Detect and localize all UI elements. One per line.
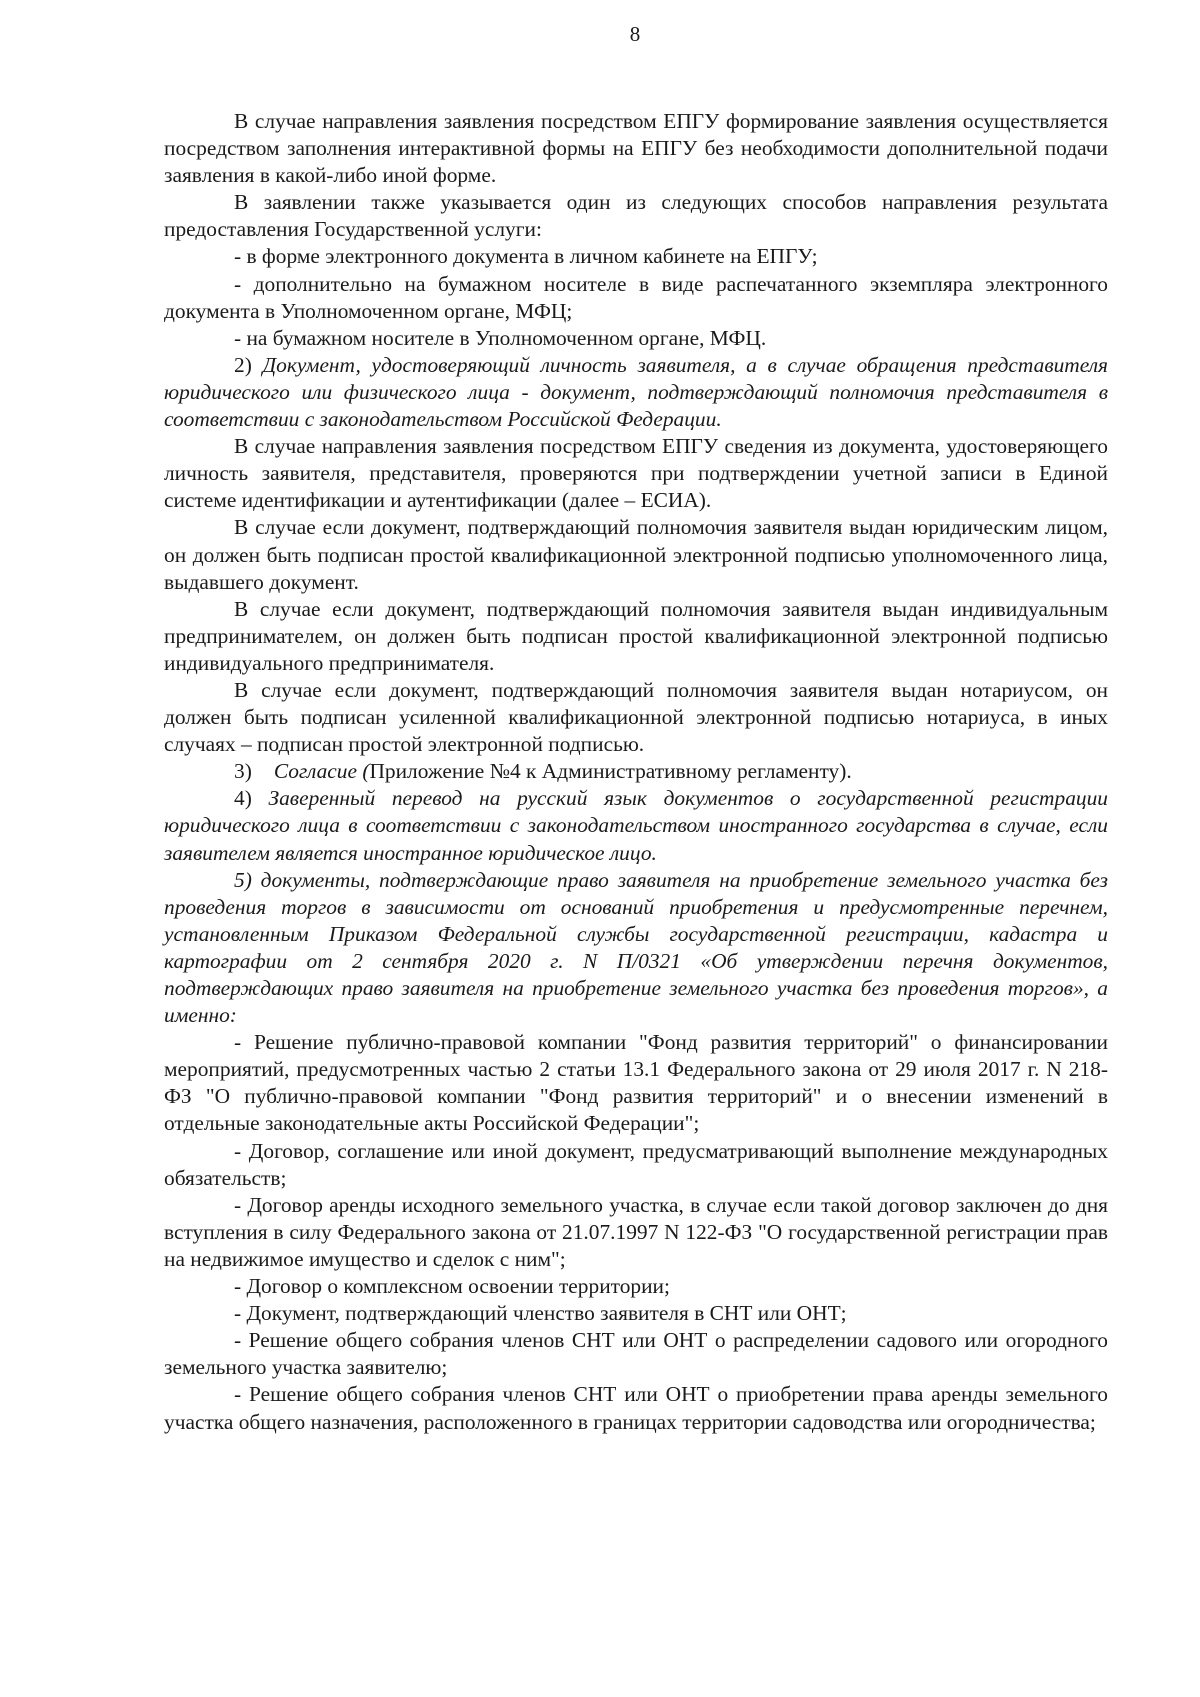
list-item-common-plot-lease: - Решение общего собрания членов СНТ или ОНТ о приобретении права аренды земельного участка общего назначения, расположенного в границах территории садоводства или огородничества; — [164, 1382, 1108, 1434]
list-item-lease-agreement: - Договор аренды исходного земельного участка, в случае если такой договор заключен до дня вступления в силу Федерального закона от 21.07.1997 N 122-ФЗ "О государственной регистрации прав на недвижимое имущество и сделок с ним"; — [164, 1192, 1108, 1271]
paragraph-result-methods: В заявлении также указывается один из следующих способов направления результата предоставления Государственной услуги: — [164, 190, 1108, 242]
list-item-paper-mfc: - на бумажном носителе в Уполномоченном органе, МФЦ. — [234, 325, 767, 350]
paragraph-legal-entity-signature: В случае если документ, подтверждающий полномочия заявителя выдан юридическим лицом, он должен быть подписан простой квалификационной электронной подписью уполномоченного лица, выдавшего документ. — [164, 515, 1108, 594]
list-item-paper-printout: - дополнительно на бумажном носителе в виде распечатанного экземпляра электронного документа в Уполномоченном органе, МФЦ; — [164, 271, 1108, 323]
item-4-text: Заверенный перевод на русский язык документов о государственной регистрации юридического лица в соответствии с законодательством иностранного государства в случае, если заявителем является иностранное юридическое лицо. — [164, 786, 1108, 865]
page-number: 8 — [629, 22, 641, 46]
item-number-2: 2) — [234, 352, 252, 377]
paragraph-item-2 — [164, 352, 1108, 433]
paragraph-item-4 — [164, 785, 1108, 866]
list-item-fund-decision: - Решение публично-правовой компании "Фонд развития территорий" о финансировании мероприятий, предусмотренных частью 2 статьи 13.1 Федерального закона от 29 июля 2017 г. N 218-ФЗ "О публично-правовой компании "Фонд развития территорий" и о внесении изменений в отдельные законодательные акты Российской Федерации"; — [164, 1030, 1108, 1136]
paragraph-epgu-form: В случае направления заявления посредством ЕПГУ формирование заявления осуществляется посредством заполнения интерактивной формы на ЕПГУ без необходимости дополнительной подачи заявления в какой-либо иной форме. — [164, 109, 1108, 188]
item-3-italic-text: Согласие ( — [273, 759, 370, 784]
paragraph-item-5: 5) документы, подтверждающие право заявителя на приобретение земельного участка без проведения торгов в зависимости от оснований приобретения и предусмотренные перечнем, установленным Приказом Федеральной службы государственной регистрации, кадастра и картографии от 2 сентября 2020 г. N П/0321 «Об утверждении перечня документов, подтверждающих право заявителя на приобретение земельного участка без проведения торгов», а именно: — [164, 867, 1108, 1028]
paragraph-notary-signature: В случае если документ, подтверждающий полномочия заявителя выдан нотариусом, он должен быть подписан усиленной квалификационной электронной подписью нотариуса, в иных случаях – подписан простой электронной подписью. — [164, 677, 1108, 757]
list-item-international-obligations: - Договор, соглашение или иной документ, предусматривающий выполнение международных обязательств; — [164, 1138, 1108, 1190]
paragraph-item-3 — [164, 758, 1108, 785]
paragraph-esia: В случае направления заявления посредством ЕПГУ сведения из документа, удостоверяющего личность заявителя, представителя, проверяются при подтверждении учетной записи в Единой системе идентификации и аутентификации (далее – ЕСИА). — [164, 434, 1108, 513]
list-item-membership-document: - Документ, подтверждающий членство заявителя в СНТ или ОНТ; — [234, 1301, 847, 1326]
item-number-4: 4) — [234, 786, 252, 811]
list-item-territory-development: - Договор о комплексном освоении территории; — [234, 1274, 670, 1299]
list-item-electronic-cabinet: - в форме электронного документа в личном кабинете на ЕПГУ; — [234, 244, 818, 269]
item-3-text: Приложение №4 к Административному регламенту). — [369, 759, 852, 784]
document-body — [164, 108, 1108, 1436]
item-number-3: 3) — [234, 759, 252, 784]
paragraph-entrepreneur-signature: В случае если документ, подтверждающий полномочия заявителя выдан индивидуальным предпринимателем, он должен быть подписан простой квалификационной электронной подписью индивидуального предпринимателя. — [164, 596, 1108, 675]
item-2-text: Документ, удостоверяющий личность заявителя, а в случае обращения представителя юридического или физического лица - документ, подтверждающий полномочия представителя в соответствии с законодательством Российской Федерации. — [164, 352, 1108, 432]
list-item-plot-distribution: - Решение общего собрания членов СНТ или ОНТ о распределении садового или огородного земельного участка заявителю; — [164, 1328, 1108, 1380]
